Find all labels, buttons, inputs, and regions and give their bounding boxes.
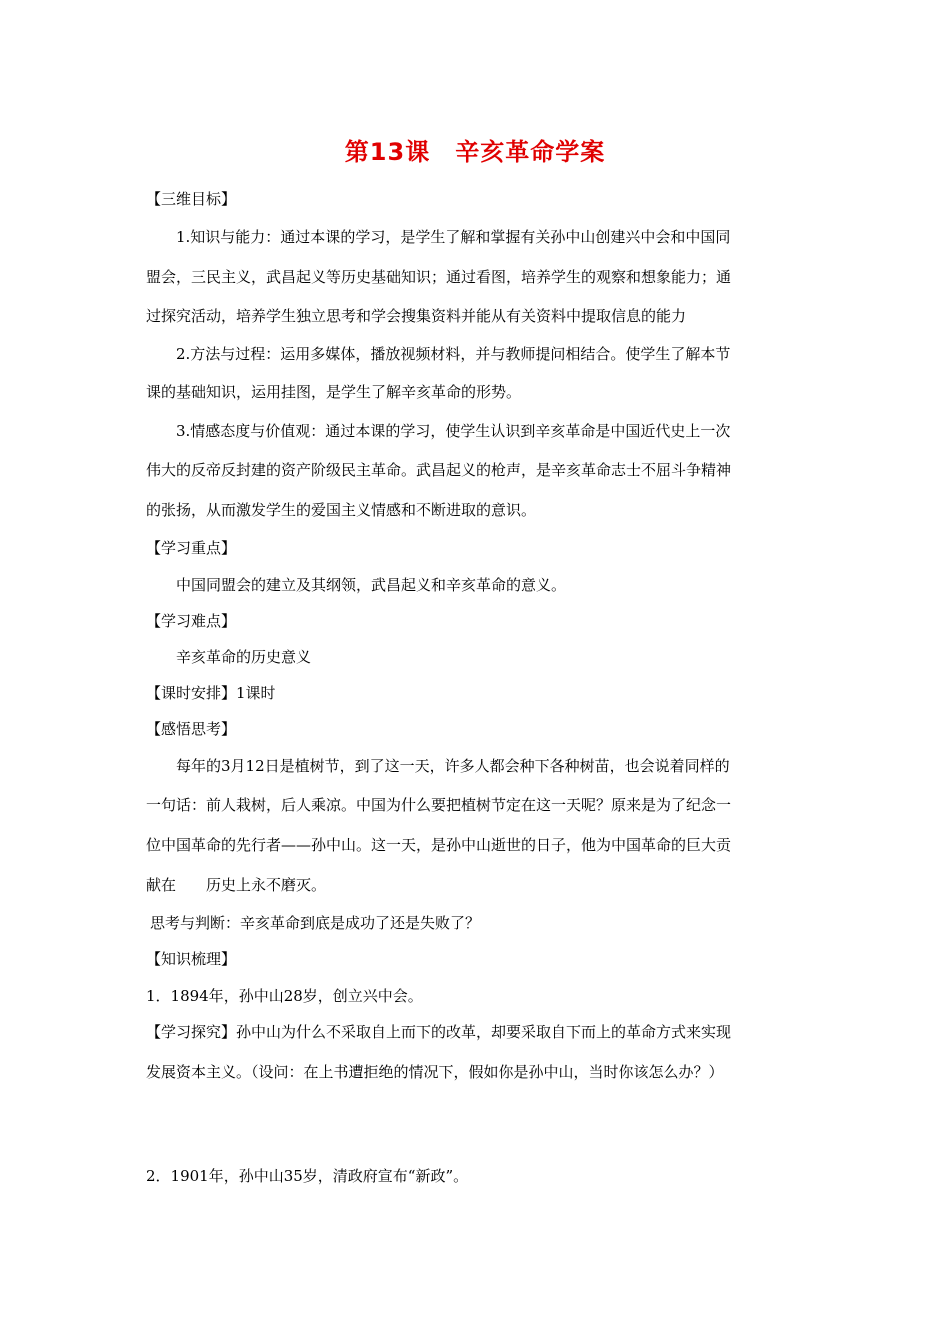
paragraph-line: 1.知识与能力：通过本课的学习，是学生了解和掌握有关孙中山创建兴中会和中国同 xyxy=(176,228,731,246)
paragraph-line: 盟会，三民主义，武昌起义等历史基础知识；通过看图，培养学生的观察和想象能力；通 xyxy=(146,268,732,286)
paragraph-line: 一句话：前人栽树，后人乘凉。中国为什么要把植树节定在这一天呢？原来是为了纪念一 xyxy=(146,796,732,814)
paragraph-line: 每年的3月12日是植树节，到了这一天，许多人都会种下各种树苗，也会说着同样的 xyxy=(176,757,730,775)
paragraph-line: 2.方法与过程：运用多媒体，播放视频材料，并与教师提问相结合。使学生了解本节 xyxy=(176,345,731,363)
section-heading-goals: 【三维目标】 xyxy=(146,190,237,208)
paragraph-line: 课的基础知识，运用挂图，是学生了解辛亥革命的形势。 xyxy=(146,383,522,401)
paragraph-line: 的张扬，从而激发学生的爱国主义情感和不断进取的意识。 xyxy=(146,501,537,519)
paragraph-line: 献在 历史上永不磨灭。 xyxy=(146,876,327,894)
paragraph-line: 【学习探究】孙中山为什么不采取自上而下的改革，却要采取自下而上的革命方式来实现 xyxy=(146,1023,732,1041)
paragraph-line: 3.情感态度与价值观：通过本课的学习，使学生认识到辛亥革命是中国近代史上一次 xyxy=(176,422,731,440)
section-heading-difficulties: 【学习难点】 xyxy=(146,612,237,630)
paragraph-line: 位中国革命的先行者——孙中山。这一天，是孙中山逝世的日子，他为中国革命的巨大贡 xyxy=(146,836,732,854)
section-heading-schedule: 【课时安排】1课时 xyxy=(146,684,276,702)
section-heading-key-points: 【学习重点】 xyxy=(146,539,237,557)
paragraph-line: 发展资本主义。（设问：在上书遭拒绝的情况下，假如你是孙中山，当时你该怎么办？） xyxy=(146,1063,724,1081)
question-line: 思考与判断：辛亥革命到底是成功了还是失败了？ xyxy=(150,914,481,932)
page-title: 第13课 辛亥革命学案 xyxy=(344,138,606,166)
paragraph-line: 过探究活动，培养学生独立思考和学会搜集资料并能从有关资料中提取信息的能力 xyxy=(146,307,687,325)
section-heading-reflection: 【感悟思考】 xyxy=(146,720,237,738)
section-heading-knowledge: 【知识梳理】 xyxy=(146,950,237,968)
paragraph-line: 伟大的反帝反封建的资产阶级民主革命。武昌起义的枪声，是辛亥革命志士不屈斗争精神 xyxy=(146,461,732,479)
list-item: 2．1901年，孙中山35岁，清政府宣布“新政”。 xyxy=(146,1167,469,1185)
paragraph-line: 辛亥革命的历史意义 xyxy=(176,648,312,666)
paragraph-line: 中国同盟会的建立及其纲领，武昌起义和辛亥革命的意义。 xyxy=(176,576,567,594)
list-item: 1．1894年，孙中山28岁，创立兴中会。 xyxy=(146,987,423,1005)
